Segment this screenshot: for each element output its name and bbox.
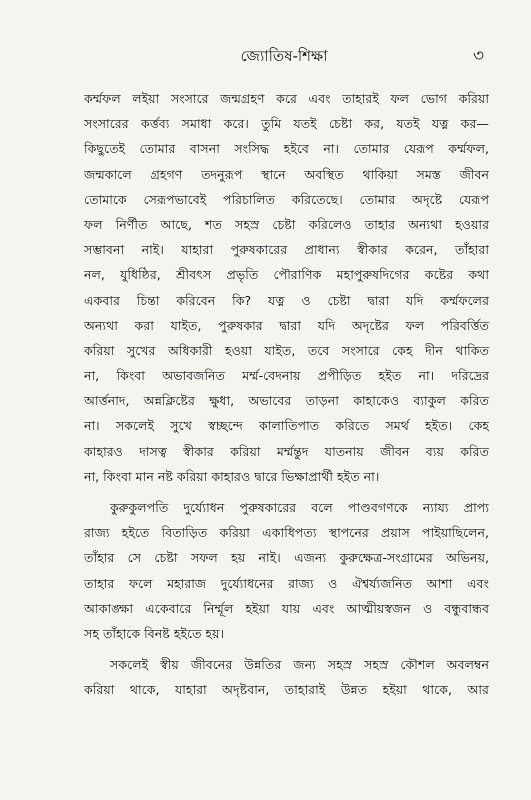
text-line: করিয়া থাকে, যাহারা অদৃষ্টবান, তাহারাই উন্নত হইয়া থাকে, আর <box>84 682 489 698</box>
text-line: একবার চিন্তা করিবেন কি? যত্ন ও চেষ্টা দ্বারা যদি কর্ম্মফলের <box>84 292 489 308</box>
text-line: কাহারও দাসত্ব স্বীকার করিয়া মর্ম্মন্তুদ যাতনায় জীবন ব্যয় করিত <box>84 443 489 459</box>
text-line: কিছুতেই তোমার বাসনা সংসিদ্ধ হইবে না। তোমার যেরূপ কর্ম্মফল, <box>84 141 489 157</box>
text-line: জন্মকালে গ্রহগণ তদনুরূপ স্থানে অবস্থিত থাকিয়া সমস্ত জীবন <box>84 166 489 182</box>
text-line: আকাঙ্ক্ষা একেবারে নির্ম্মূল হইয়া যায় এবং আত্মীয়স্বজন ও বন্ধুবান্ধব <box>84 600 489 616</box>
text-line: সম্ভাবনা নাই। যাহারা পুরুষকারের প্রাধান্য স্বীকার করেন, তাঁহারা <box>84 242 489 258</box>
text-line: রাজ্য হইতে বিতাড়িত করিয়া একাধিপত্য স্থাপনের প্রয়াস পাইয়াছিলেন, <box>84 525 489 541</box>
text-line: তাঁহার সে চেষ্টা সফল হয় নাই। এজন্য কুরুক্ষেত্র-সংগ্রামের অভিনয়, <box>84 550 489 566</box>
text-line: না, কিংবা মান নষ্ট করিয়া কাহারও দ্বারে ভিক্ষাপ্রার্থী হইত না। <box>84 468 380 484</box>
text-line: সংসারের কর্ত্তব্য সমাধা করে। তুমি যতই চেষ্টা কর, যতই যত্ন কর— <box>84 116 489 132</box>
running-header <box>84 44 484 68</box>
text-line: সহ তাঁহাকে বিনষ্ট হইতে হয়। <box>84 625 225 641</box>
text-line: না। সকলেই সুখে স্বচ্ছন্দে কালাতিপাত করিতে সমর্থ হইত। কেহ <box>84 418 489 434</box>
paragraph-3 <box>84 652 489 702</box>
text-line: নল, যুধিষ্ঠির, শ্রীবৎস প্রভৃতি পৌরাণিক মহাপুরুষদিগের কষ্টের কথা <box>84 267 489 283</box>
paragraph-1 <box>84 86 489 489</box>
text-line: আর্ত্তনাদ, অন্নক্লিষ্টের ক্ষুধা, অভাবের তাড়না কাহাকেও ব্যাকুল করিত <box>84 393 489 409</box>
text-line: কুরুকুলপতি দুর্য্যোধন পুরুষকারের বলে পাণ্ডবগণকে ন্যায্য প্রাপ্য <box>110 500 489 515</box>
paragraph-2 <box>84 495 489 646</box>
page-number: ৩ <box>472 46 484 66</box>
text-line: তোমাকে সেরূপভাবেই পরিচালিত করিতেছে। তোমার অদৃষ্টে যেরূপ <box>84 191 489 207</box>
text-line: কর্ম্মফল লইয়া সংসারে জন্মগ্রহণ করে এবং তাহারই ফল ভোগ করিয়া <box>84 91 489 106</box>
text-line: করিয়া সুখের অধিকারী হওয়া যাইত, তবে সংসারে কেহ দীন থাকিত <box>84 342 489 358</box>
body-text <box>84 86 489 703</box>
text-line: সকলেই স্বীয় জীবনের উন্নতির জন্য সহস্র সহস্র কৌশল অবলম্বন <box>110 657 489 673</box>
text-line: অন্যথা করা যাইত, পুরুষকার দ্বারা যদি অদৃষ্টের ফল পরিবর্ত্তিত <box>84 317 489 333</box>
text-line: না, কিংবা অভাবজনিত মর্ম্ম-বেদনায় প্রপীড়িত হইত না। দরিদ্রের <box>84 368 489 384</box>
page-title: জ্যোতিষ-শিক্ষা <box>240 47 328 65</box>
text-line: ফল নির্ণীত আছে, শত সহস্র চেষ্টা করিলেও তাহার অন্যথা হওয়ার <box>84 216 489 232</box>
text-line: তাহার ফলে মহারাজ দুর্য্যোধনের রাজ্য ও ঐশ্বর্য্যজনিত আশা এবং <box>84 575 489 591</box>
